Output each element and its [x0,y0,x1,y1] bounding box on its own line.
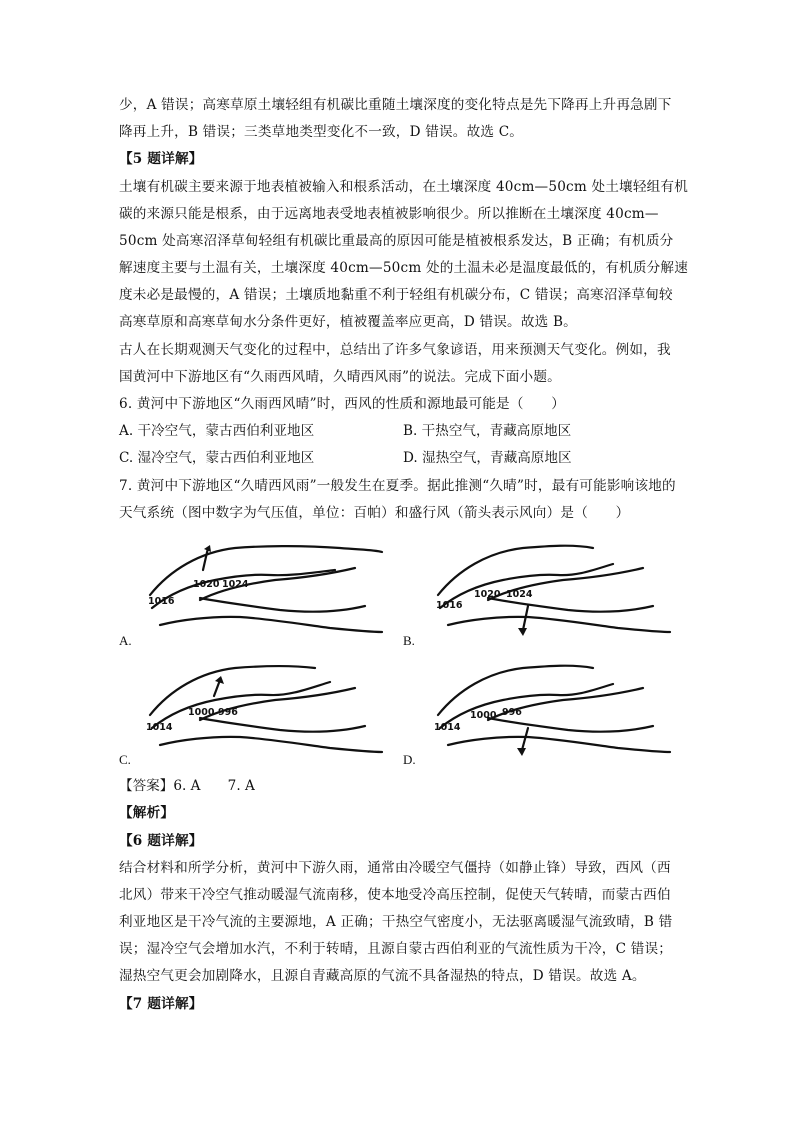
figure-d-isobar-map [428,660,678,765]
isobar-label: 1020 [193,579,220,590]
wind-arrow-head [517,748,526,756]
question-7-stem: 7. 黄河中下游地区“久晴西风雨”一般发生在夏季。据此推测“久晴”时，最有可能影响该地的 [119,478,676,494]
answer-line: 【答案】6. A 7. A [119,778,255,794]
text-line: 度未必是最慢的，A 错误；土壤质地黏重不利于轻组有机碳分布，C 错误；高寒沼泽草甸较 [119,287,673,303]
isobar-line [448,737,670,752]
text-line: 高寒草原和高寒草甸水分条件更好，植被覆盖率应更高，D 错误。故选 B。 [119,314,577,330]
figure-c-label: C. [119,752,131,767]
isobar-line [160,617,382,632]
figure-d-label: D. [403,752,416,767]
isobar-label: 996 [502,707,522,718]
isobar-label: 1020 [474,589,501,600]
question-6-stem: 6. 黄河中下游地区“久雨西风晴”时，西风的性质和源地最可能是（ ） [119,396,566,412]
isobar-line [488,718,653,732]
text-line: 误；湿冷空气会增加水汽，不利于转晴，且源自蒙古西伯利亚的气流性质为干冷，C 错误； [119,941,673,957]
text-line: 解速度主要与土温有关，土壤深度 40cm—50cm 处的土温未必是温度最低的，有机质分解速 [119,260,689,276]
isobar-line [200,598,365,612]
wind-arrow [214,680,220,696]
isobar-line [448,617,670,632]
isobar-label: 1016 [436,600,463,611]
isobar-label: 996 [218,707,238,718]
q6-option-d: D. 湿热空气，青藏高原地区 [403,450,572,466]
wind-arrow [522,728,528,750]
isobar-label: 1016 [148,596,175,607]
isobar-line [438,546,593,595]
text-line: 50cm 处高寒沼泽草甸轻组有机碳比重最高的原因可能是植被根系发达，B 正确；有机质分 [119,233,674,249]
text-line: 少，A 错误；高寒草原土壤轻组有机碳比重随土壤深度的变化特点是先下降再上升再急剧下 [119,97,672,113]
figure-b-isobar-map [428,540,678,645]
isobar-label: 1024 [506,589,533,600]
section-heading-q5: 【5 题详解】 [119,151,203,167]
isobar-label: 1014 [434,722,461,733]
q6-option-b: B. 干热空气，青藏高原地区 [403,423,572,439]
wind-arrow-head [518,628,527,636]
isobar-line [488,598,653,612]
text-line: 国黄河中下游地区有“久雨西风晴，久晴西风雨”的说法。完成下面小题。 [119,369,561,385]
figure-b-label: B. [403,633,415,648]
wind-arrow [203,548,208,570]
figure-c-isobar-map [140,660,390,765]
q6-option-c: C. 湿冷空气，蒙古西伯利亚地区 [119,450,315,466]
text-line: 古人在长期观测天气变化的过程中，总结出了许多气象谚语，用来预测天气变化。例如，我 [119,342,671,358]
text-line: 北风）带来干冷空气推动暖湿气流南移，使本地受冷高压控制，促使天气转晴，而蒙古西伯 [119,887,671,903]
section-heading-q7: 【7 题详解】 [119,996,203,1012]
figure-a-isobar-map [140,540,390,645]
text-line: 降再上升，B 错误；三类草地类型变化不一致，D 错误。故选 C。 [119,124,524,140]
text-line: 结合材料和所学分析，黄河中下游久雨，通常由冷暖空气僵持（如静止锋）导致，西风（西 [119,860,671,876]
isobar-label: 1024 [222,579,249,590]
text-line: 湿热空气更会加剧降水，且源自青藏高原的气流不具备湿热的特点，D 错误。故选 A。 [119,968,646,984]
analysis-heading: 【解析】 [119,805,175,821]
section-heading-q6: 【6 题详解】 [119,833,203,849]
isobar-line [200,718,365,732]
isobar-line [160,737,382,752]
question-7-stem: 天气系统（图中数字为气压值，单位：百帕）和盛行风（箭头表示风向）是（ ） [119,505,630,521]
figure-a-label: A. [119,633,132,648]
isobar-label: 1000 [188,707,215,718]
isobar-label: 1000 [470,710,497,721]
text-line: 碳的来源只能是根系，由于远离地表受地表植被影响很少。所以推断在土壤深度 40cm— [119,206,659,222]
text-line: 土壤有机碳主要来源于地表植被输入和根系活动，在土壤深度 40cm—50cm 处土壤轻组有机 [119,179,689,195]
text-line: 利亚地区是干冷气流的主要源地，A 正确；干热空气密度小，无法驱离暖湿气流致晴，B 错 [119,914,673,930]
isobar-label: 1014 [146,722,173,733]
q6-option-a: A. 干冷空气，蒙古西伯利亚地区 [119,423,315,439]
